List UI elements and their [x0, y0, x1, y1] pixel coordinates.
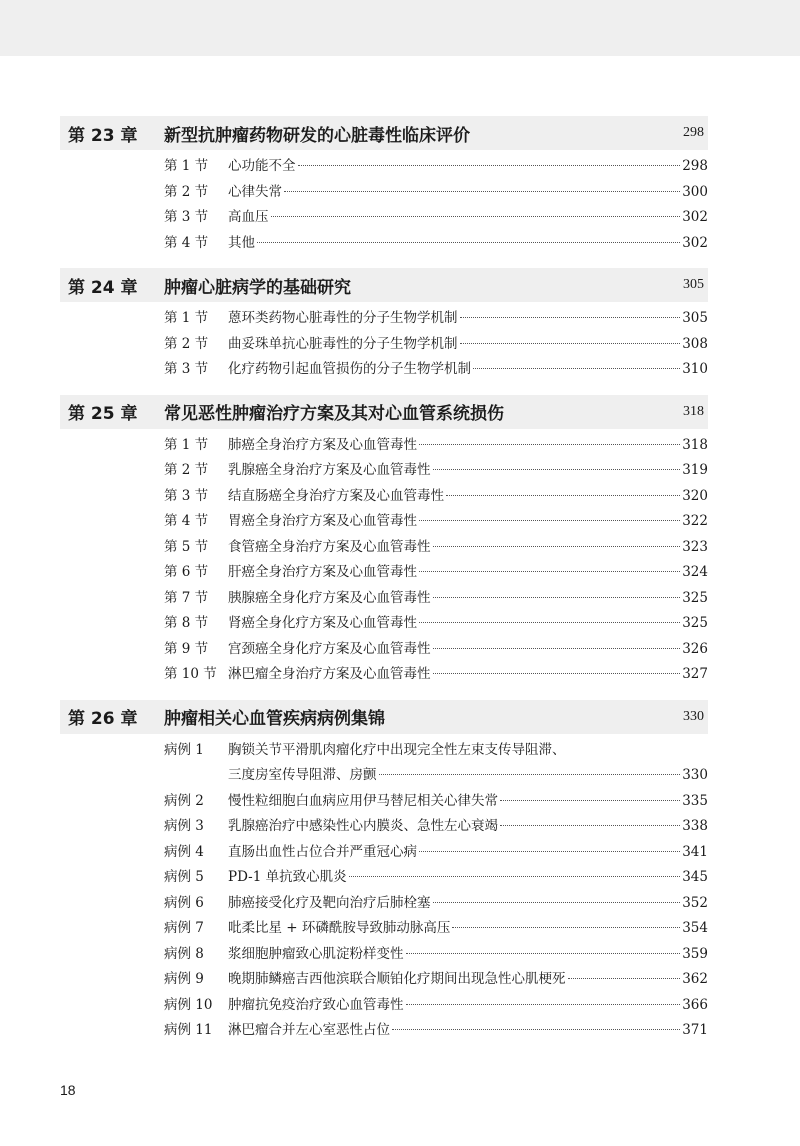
dot-leader — [460, 317, 681, 318]
entry-page: 298 — [682, 158, 708, 174]
dot-leader — [392, 1029, 680, 1030]
toc-entry — [164, 942, 708, 968]
entry-title: 其他 — [228, 234, 255, 251]
section-list — [60, 302, 708, 395]
dot-leader — [433, 673, 681, 674]
chapter-block — [60, 395, 708, 700]
entry-title: 曲妥珠单抗心脏毒性的分子生物学机制 — [228, 335, 458, 352]
entry-number: 第 4 节 — [164, 234, 209, 251]
toc-entry — [164, 611, 708, 637]
dot-leader — [419, 520, 680, 521]
entry-number: 第 5 节 — [164, 538, 209, 555]
dot-leader — [284, 191, 680, 192]
entry-title: 浆细胞肿瘤致心肌淀粉样变性 — [228, 945, 404, 962]
toc-entry — [164, 865, 708, 891]
dot-leader — [271, 216, 681, 217]
page-number: 18 — [60, 1082, 76, 1098]
entry-title: 肝癌全身治疗方案及心血管毒性 — [228, 564, 417, 580]
entry-number: 第 2 节 — [164, 335, 209, 352]
entry-number: 第 3 节 — [164, 209, 209, 225]
entry-page: 354 — [682, 920, 708, 936]
toc-entry — [164, 357, 708, 383]
entry-page: 345 — [682, 869, 708, 885]
dot-leader — [433, 902, 681, 903]
entry-number: 病例 1 — [164, 741, 204, 758]
entry-title: 食管癌全身治疗方案及心血管毒性 — [228, 538, 431, 555]
entry-page: 318 — [682, 436, 708, 453]
entry-title: 直肠出血性占位合并严重冠心病 — [228, 843, 417, 860]
entry-title: 胃癌全身治疗方案及心血管毒性 — [228, 513, 417, 529]
chapter-label: 第 24 章 — [68, 277, 138, 298]
chapter-header — [60, 700, 708, 734]
entry-title: 慢性粒细胞白血病应用伊马替尼相关心律失常 — [228, 792, 498, 809]
dot-leader — [500, 825, 680, 826]
section-list — [60, 150, 708, 268]
entry-number: 病例 10 — [164, 996, 213, 1013]
entry-page: 330 — [682, 767, 708, 783]
dot-leader — [257, 242, 680, 243]
entry-number: 第 3 节 — [164, 361, 209, 377]
entry-title: 心功能不全 — [228, 158, 296, 174]
entry-page: 366 — [682, 996, 708, 1013]
entry-page: 302 — [682, 209, 708, 225]
entry-number: 第 4 节 — [164, 513, 209, 529]
entry-page: 324 — [682, 564, 708, 580]
entry-number: 第 1 节 — [164, 158, 209, 174]
toc-entry — [164, 891, 708, 917]
chapter-page: 305 — [683, 277, 704, 292]
entry-page: 327 — [682, 666, 708, 682]
entry-page: 341 — [682, 843, 708, 860]
entry-number: 第 6 节 — [164, 564, 209, 580]
entry-page: 323 — [682, 538, 708, 555]
toc-entry — [164, 840, 708, 866]
entry-page: 325 — [682, 615, 708, 631]
entry-title: 宫颈癌全身化疗方案及心血管毒性 — [228, 640, 431, 657]
entry-title: 胰腺癌全身化疗方案及心血管毒性 — [228, 589, 431, 606]
entry-page: 371 — [682, 1022, 708, 1038]
dot-leader — [419, 851, 680, 852]
entry-title: 乳腺癌全身治疗方案及心血管毒性 — [228, 462, 431, 478]
toc-entry — [164, 738, 708, 764]
dot-leader — [446, 495, 680, 496]
entry-number: 第 3 节 — [164, 487, 209, 504]
dot-leader — [406, 1004, 681, 1005]
toc-entry — [164, 789, 708, 815]
toc-entry — [164, 916, 708, 942]
chapter-page: 318 — [683, 403, 704, 419]
entry-title: 化疗药物引起血管损伤的分子生物学机制 — [228, 361, 471, 377]
entry-number: 病例 6 — [164, 894, 204, 911]
toc-entry — [164, 154, 708, 180]
dot-leader — [433, 469, 681, 470]
entry-page: 338 — [682, 818, 708, 834]
chapter-label: 第 23 章 — [68, 125, 138, 146]
entry-number: 病例 3 — [164, 818, 204, 834]
toc-entry — [164, 306, 708, 332]
entry-number: 第 2 节 — [164, 183, 209, 200]
entry-title: 蒽环类药物心脏毒性的分子生物学机制 — [228, 310, 458, 326]
entry-title: 高血压 — [228, 209, 269, 225]
entry-number: 第 10 节 — [164, 666, 217, 682]
chapter-page: 298 — [683, 125, 704, 140]
dot-leader — [473, 368, 680, 369]
entry-title: 吡柔比星 + 环磷酰胺导致肺动脉高压 — [228, 920, 451, 936]
dot-leader — [349, 876, 681, 877]
entry-number: 病例 5 — [164, 869, 204, 885]
toc-entry — [164, 637, 708, 663]
toc-entry — [164, 458, 708, 484]
toc-entry — [164, 332, 708, 358]
dot-leader — [419, 571, 680, 572]
toc-entry — [164, 1018, 708, 1044]
entry-number: 病例 9 — [164, 971, 204, 987]
chapter-header — [60, 395, 708, 429]
toc-entry — [164, 205, 708, 231]
chapter-page: 330 — [683, 708, 704, 724]
entry-page: 305 — [682, 310, 708, 326]
entry-page: 300 — [682, 183, 708, 200]
entry-title: 肿瘤抗免疫治疗致心血管毒性 — [228, 996, 404, 1013]
dot-leader — [433, 648, 681, 649]
entry-page: 326 — [682, 640, 708, 657]
entry-page: 322 — [682, 513, 708, 529]
entry-number: 病例 7 — [164, 920, 204, 936]
dot-leader — [568, 978, 681, 979]
entry-page: 319 — [682, 462, 708, 478]
entry-page: 352 — [682, 894, 708, 911]
entry-page: 320 — [682, 487, 708, 504]
chapter-header — [60, 116, 708, 150]
section-list — [60, 734, 708, 1056]
chapter-header — [60, 268, 708, 302]
toc-entry — [164, 180, 708, 206]
entry-page: 308 — [682, 335, 708, 352]
entry-title: 乳腺癌治疗中感染性心内膜炎、急性左心衰竭 — [228, 818, 498, 834]
entry-title: 淋巴瘤合并左心室恶性占位 — [228, 1022, 390, 1038]
entry-page: 302 — [682, 234, 708, 251]
entry-page: 359 — [682, 945, 708, 962]
dot-leader — [433, 597, 681, 598]
entry-page: 362 — [682, 971, 708, 987]
chapter-title: 肿瘤心脏病学的基础研究 — [164, 277, 351, 298]
dot-leader — [460, 343, 681, 344]
entry-title: 肺癌全身治疗方案及心血管毒性 — [228, 436, 417, 453]
toc-entry — [164, 814, 708, 840]
chapter-block — [60, 268, 708, 395]
entry-number: 第 9 节 — [164, 640, 209, 657]
entry-number: 病例 11 — [164, 1022, 213, 1038]
dot-leader — [452, 927, 680, 928]
chapter-label: 第 26 章 — [68, 709, 138, 729]
toc-entry — [164, 231, 708, 257]
entry-number: 病例 2 — [164, 792, 204, 809]
entry-page: 335 — [682, 792, 708, 809]
entry-title: PD-1 单抗致心肌炎 — [228, 869, 347, 885]
chapter-block — [60, 700, 708, 1056]
dot-leader — [433, 546, 681, 547]
dot-leader — [500, 800, 680, 801]
dot-leader — [419, 444, 680, 445]
toc-entry — [164, 993, 708, 1019]
dot-leader — [406, 953, 681, 954]
entry-number: 第 8 节 — [164, 615, 209, 631]
chapter-title: 常见恶性肿瘤治疗方案及其对心血管系统损伤 — [164, 404, 504, 424]
chapter-block — [60, 116, 708, 268]
entry-title: 肺癌接受化疗及靶向治疗后肺栓塞 — [228, 894, 431, 911]
chapter-title: 新型抗肿瘤药物研发的心脏毒性临床评价 — [164, 125, 470, 146]
toc-entry — [164, 433, 708, 459]
entry-number: 第 7 节 — [164, 589, 209, 606]
toc-entry — [164, 967, 708, 993]
entry-number: 第 1 节 — [164, 436, 209, 453]
table-of-contents — [60, 116, 708, 1056]
toc-entry-continuation — [228, 763, 708, 789]
chapter-title: 肿瘤相关心血管疾病病例集锦 — [164, 709, 385, 729]
entry-title: 心律失常 — [228, 183, 282, 200]
entry-title: 晚期肺鳞癌吉西他滨联合顺铂化疗期间出现急性心肌梗死 — [228, 971, 566, 987]
section-list — [60, 429, 708, 700]
toc-entry — [164, 484, 708, 510]
entry-title: 结直肠癌全身治疗方案及心血管毒性 — [228, 487, 444, 504]
toc-entry — [164, 586, 708, 612]
entry-page: 310 — [682, 361, 708, 377]
entry-number: 病例 4 — [164, 843, 204, 860]
entry-title: 胸锁关节平滑肌肉瘤化疗中出现完全性左束支传导阻滞、 — [228, 741, 566, 758]
toc-entry — [164, 509, 708, 535]
entry-page: 325 — [682, 589, 708, 606]
dot-leader — [379, 774, 681, 775]
dot-leader — [419, 622, 680, 623]
toc-entry — [164, 535, 708, 561]
toc-entry — [164, 662, 708, 688]
chapter-label: 第 25 章 — [68, 404, 138, 424]
entry-number: 病例 8 — [164, 945, 204, 962]
entry-title-continued: 三度房室传导阻滞、房颤 — [228, 767, 377, 783]
toc-entry — [164, 560, 708, 586]
entry-number: 第 2 节 — [164, 462, 209, 478]
entry-number: 第 1 节 — [164, 310, 209, 326]
top-gray-band — [0, 0, 800, 56]
entry-title: 淋巴瘤全身治疗方案及心血管毒性 — [228, 666, 431, 682]
dot-leader — [298, 165, 681, 166]
entry-title: 肾癌全身化疗方案及心血管毒性 — [228, 615, 417, 631]
